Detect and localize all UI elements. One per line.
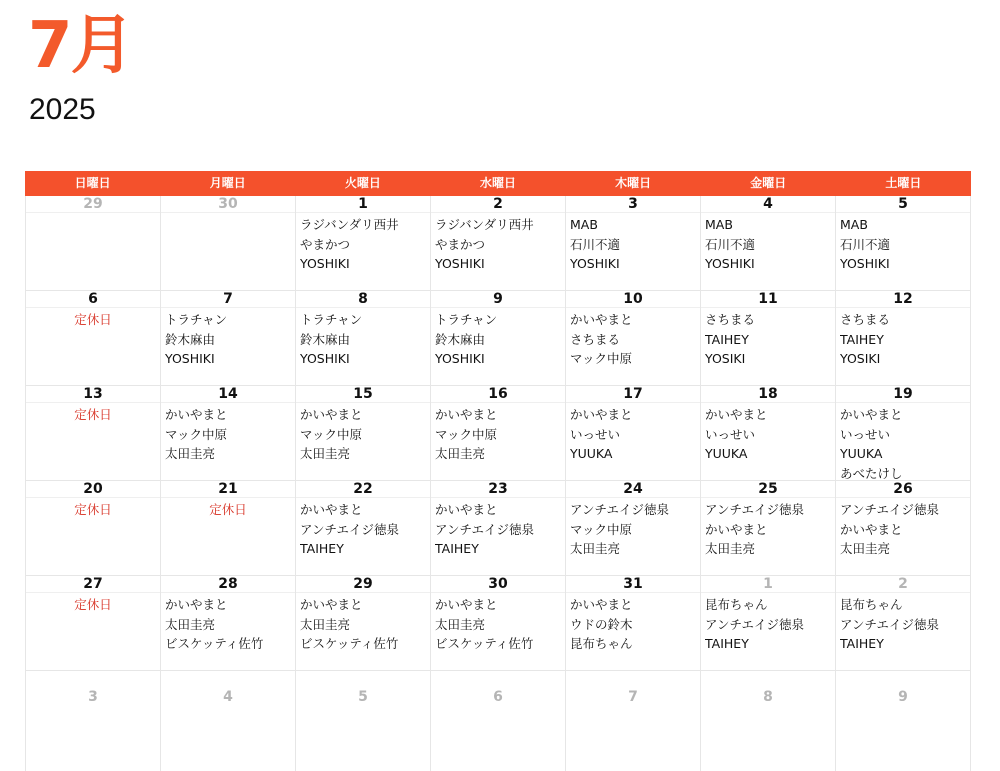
event-list (836, 308, 970, 369)
event-list (296, 498, 430, 559)
event-list (836, 403, 970, 483)
event-list (431, 715, 565, 717)
day-cell[interactable] (296, 671, 431, 771)
event-item[interactable]: 鈴木麻由 (300, 331, 351, 347)
event-item[interactable]: 鈴木麻由 (435, 331, 486, 347)
day-number: 6 (493, 689, 503, 705)
event-list (431, 498, 565, 559)
day-number: 18 (701, 386, 835, 403)
event-item[interactable]: いっせい (840, 426, 891, 442)
weekday-label: 金曜日 (750, 176, 787, 190)
weekday-header (25, 171, 971, 196)
day-cell[interactable] (836, 196, 971, 291)
day-cell[interactable] (566, 196, 701, 291)
day-cell[interactable] (431, 386, 566, 481)
day-cell[interactable] (701, 291, 836, 386)
event-list (701, 593, 835, 654)
day-number: 24 (566, 481, 700, 498)
event-item[interactable]: ラジバンダリ西井 (300, 217, 399, 232)
event-list (296, 715, 430, 717)
day-number: 9 (431, 291, 565, 308)
event-item[interactable]: かいやまと (300, 407, 363, 422)
day-number: 4 (223, 689, 233, 705)
event-item[interactable]: 太田圭亮 (570, 541, 621, 556)
event-item[interactable]: いっせい (705, 426, 756, 442)
event-item[interactable]: ビスケッティ佐竹 (165, 636, 264, 651)
closed-day-label: 定休日 (74, 502, 112, 517)
day-number: 20 (26, 481, 160, 498)
event-item[interactable]: YOSIKI (705, 351, 746, 366)
event-item[interactable]: マック中原 (165, 426, 228, 442)
event-list (836, 498, 970, 559)
event-item[interactable]: マック中原 (435, 426, 498, 442)
event-item[interactable]: 太田圭亮 (165, 446, 216, 461)
event-list (26, 308, 160, 330)
event-list (26, 498, 160, 520)
day-number: 12 (836, 291, 970, 308)
event-list (296, 403, 430, 464)
event-item[interactable]: MAB (705, 217, 733, 232)
day-number: 8 (763, 689, 773, 705)
day-cell[interactable] (566, 386, 701, 481)
weekday-label: 日曜日 (74, 176, 111, 190)
event-item[interactable]: かいやまと (570, 597, 633, 612)
event-list (161, 308, 295, 369)
event-item[interactable]: かいやまと (300, 597, 363, 612)
event-item[interactable]: かいやまと (435, 407, 498, 422)
event-item[interactable]: やまかつ (435, 236, 486, 252)
day-number: 19 (836, 386, 970, 403)
day-number: 7 (161, 291, 295, 308)
day-number: 23 (431, 481, 565, 498)
day-cell[interactable] (161, 671, 296, 771)
month-title: 7月 (28, 9, 133, 83)
day-cell[interactable] (26, 386, 161, 481)
day-number: 25 (701, 481, 835, 498)
calendar (25, 171, 971, 771)
day-cell[interactable] (26, 671, 161, 771)
event-list (431, 593, 565, 654)
event-list (701, 308, 835, 369)
day-cell[interactable] (836, 481, 971, 576)
event-item[interactable]: TAIHEY (705, 331, 749, 347)
event-item[interactable]: 太田圭亮 (840, 541, 891, 556)
event-item[interactable]: アンチエイジ徳泉 (705, 616, 805, 632)
day-cell[interactable] (296, 291, 431, 386)
event-list (836, 213, 970, 274)
event-list (26, 213, 160, 215)
day-cell[interactable] (161, 481, 296, 576)
day-cell[interactable] (431, 576, 566, 671)
day-number: 11 (701, 291, 835, 308)
day-number: 13 (26, 386, 160, 403)
year-label: 2025 (29, 93, 96, 126)
event-item[interactable]: かいやまと (165, 407, 228, 422)
day-cell[interactable] (161, 576, 296, 671)
event-item[interactable]: あべたけし (840, 465, 903, 481)
day-number: 4 (701, 196, 835, 213)
day-cell[interactable] (701, 481, 836, 576)
event-item[interactable]: マック中原 (570, 521, 633, 537)
event-item[interactable]: 石川不適 (570, 236, 621, 252)
day-number: 1 (296, 196, 430, 213)
event-item[interactable]: さちまる (705, 312, 756, 327)
day-cell[interactable] (836, 576, 971, 671)
event-list (566, 403, 700, 464)
event-item[interactable]: ウドの鈴木 (570, 616, 633, 632)
day-number: 16 (431, 386, 565, 403)
event-list (26, 715, 160, 717)
day-number: 17 (566, 386, 700, 403)
event-item[interactable]: ビスケッティ佐竹 (435, 636, 534, 651)
event-item[interactable]: YOSHIKI (435, 351, 485, 366)
event-item[interactable]: アンチエイジ徳泉 (840, 502, 940, 517)
day-cell[interactable] (431, 481, 566, 576)
day-cell[interactable] (701, 576, 836, 671)
day-number: 6 (26, 291, 160, 308)
day-cell[interactable] (296, 481, 431, 576)
day-number: 8 (296, 291, 430, 308)
day-cell[interactable] (566, 576, 701, 671)
event-item[interactable]: YUUKA (705, 446, 748, 461)
event-item[interactable]: TAIHEY (300, 541, 344, 556)
event-item[interactable]: YOSHIKI (840, 256, 890, 271)
event-item[interactable]: マック中原 (570, 351, 633, 366)
event-item[interactable]: YOSIKI (840, 351, 881, 366)
event-item[interactable]: かいやまと (300, 502, 363, 517)
day-number: 9 (898, 689, 908, 705)
event-item[interactable]: ビスケッティ佐竹 (300, 636, 399, 651)
event-list (836, 715, 970, 717)
day-number: 26 (836, 481, 970, 498)
event-item[interactable]: YOSHIKI (165, 351, 215, 366)
event-list (296, 593, 430, 654)
closed-day-label: 定休日 (74, 597, 112, 612)
weekday-label: 月曜日 (209, 176, 246, 190)
event-list (161, 403, 295, 464)
event-item[interactable]: YOSHIKI (300, 256, 350, 271)
event-list (296, 213, 430, 274)
event-item[interactable]: かいやまと (570, 407, 633, 422)
day-number: 3 (566, 196, 700, 213)
event-item[interactable]: トラチャン (165, 312, 228, 327)
event-item[interactable]: ラジバンダリ西井 (435, 217, 534, 232)
event-item[interactable]: アンチエイジ徳泉 (705, 502, 805, 517)
day-number: 28 (161, 576, 295, 593)
event-item[interactable]: 石川不適 (705, 236, 756, 252)
day-number: 10 (566, 291, 700, 308)
event-item[interactable]: アンチエイジ徳泉 (435, 521, 535, 537)
event-list (566, 308, 700, 369)
day-cell[interactable] (26, 291, 161, 386)
event-list (566, 213, 700, 274)
calendar-grid (25, 196, 971, 771)
event-item[interactable]: かいやまと (435, 597, 498, 612)
event-item[interactable]: TAIHEY (705, 636, 749, 651)
event-item[interactable]: アンチエイジ徳泉 (300, 521, 400, 537)
event-item[interactable]: アンチエイジ徳泉 (840, 616, 940, 632)
day-cell[interactable] (26, 576, 161, 671)
event-item[interactable]: 石川不適 (840, 236, 891, 252)
day-cell[interactable] (431, 196, 566, 291)
event-item[interactable]: 太田圭亮 (165, 616, 216, 632)
event-item[interactable]: YUUKA (570, 446, 613, 461)
event-item[interactable]: マック中原 (300, 426, 363, 442)
event-list (161, 715, 295, 717)
weekday-label: 水曜日 (479, 176, 516, 190)
day-number: 7 (628, 689, 638, 705)
event-list (431, 308, 565, 369)
day-number: 22 (296, 481, 430, 498)
event-item[interactable]: TAIHEY (840, 331, 884, 347)
day-cell[interactable] (566, 291, 701, 386)
event-list (161, 498, 295, 520)
event-item[interactable]: かいやまと (435, 502, 498, 517)
event-item[interactable]: 太田圭亮 (705, 541, 756, 556)
day-number: 30 (161, 196, 295, 213)
day-cell[interactable] (701, 386, 836, 481)
event-item[interactable]: かいやまと (705, 407, 768, 422)
day-number: 29 (296, 576, 430, 593)
event-item[interactable]: YOSHIKI (570, 256, 620, 271)
event-item[interactable]: TAIHEY (435, 541, 479, 556)
day-cell[interactable] (701, 671, 836, 771)
day-number: 1 (701, 576, 835, 593)
event-list (701, 498, 835, 559)
closed-day-label: 定休日 (74, 312, 112, 327)
event-item[interactable]: やまかつ (300, 236, 351, 252)
day-cell[interactable] (431, 671, 566, 771)
day-cell[interactable] (836, 671, 971, 771)
event-item[interactable]: かいやまと (165, 597, 228, 612)
event-item[interactable]: 鈴木麻由 (165, 331, 216, 347)
event-list (836, 593, 970, 654)
event-item[interactable]: MAB (570, 217, 598, 232)
event-list (161, 593, 295, 654)
event-item[interactable]: 昆布ちゃん (840, 597, 903, 612)
event-list (701, 715, 835, 717)
day-number: 29 (26, 196, 160, 213)
day-number: 3 (88, 689, 98, 705)
event-list (26, 403, 160, 425)
event-item[interactable]: アンチエイジ徳泉 (570, 502, 670, 517)
event-list (566, 498, 700, 559)
event-item[interactable]: トラチャン (435, 312, 498, 327)
day-cell[interactable] (26, 481, 161, 576)
event-list (701, 403, 835, 464)
day-cell[interactable] (161, 291, 296, 386)
event-list (431, 403, 565, 464)
day-cell[interactable] (701, 196, 836, 291)
day-number: 31 (566, 576, 700, 593)
closed-day-label: 定休日 (74, 407, 112, 422)
event-item[interactable]: 昆布ちゃん (705, 597, 768, 612)
event-item[interactable]: TAIHEY (840, 636, 884, 651)
event-item[interactable]: かいやまと (840, 407, 903, 422)
day-number: 14 (161, 386, 295, 403)
day-cell[interactable] (296, 576, 431, 671)
day-number: 5 (358, 689, 368, 705)
day-cell[interactable] (566, 481, 701, 576)
day-number: 2 (836, 576, 970, 593)
event-item[interactable]: YOSHIKI (300, 351, 350, 366)
event-item[interactable]: 太田圭亮 (300, 616, 351, 632)
event-item[interactable]: 太田圭亮 (435, 616, 486, 632)
event-item[interactable]: さちまる (570, 331, 621, 347)
day-cell[interactable] (161, 386, 296, 481)
day-number: 5 (836, 196, 970, 213)
event-item[interactable]: 太田圭亮 (435, 446, 486, 461)
event-item[interactable]: かいやまと (705, 521, 768, 537)
event-list (26, 593, 160, 615)
day-number: 27 (26, 576, 160, 593)
event-item[interactable]: YUUKA (840, 446, 883, 461)
event-item[interactable]: 昆布ちゃん (570, 636, 633, 651)
day-cell[interactable] (26, 196, 161, 291)
day-cell[interactable] (296, 386, 431, 481)
event-list (161, 213, 295, 215)
event-item[interactable]: 太田圭亮 (300, 446, 351, 461)
event-list (296, 308, 430, 369)
day-cell[interactable] (161, 196, 296, 291)
event-list (431, 213, 565, 274)
day-number: 2 (431, 196, 565, 213)
event-item[interactable]: いっせい (570, 426, 621, 442)
event-item[interactable]: さちまる (840, 312, 891, 327)
day-cell[interactable] (836, 291, 971, 386)
event-item[interactable]: かいやまと (570, 312, 633, 327)
event-item[interactable]: トラチャン (300, 312, 363, 327)
event-item[interactable]: かいやまと (840, 521, 903, 537)
day-number: 15 (296, 386, 430, 403)
weekday-label: 木曜日 (615, 176, 652, 190)
event-item[interactable]: MAB (840, 217, 868, 232)
event-item[interactable]: YOSHIKI (435, 256, 485, 271)
closed-day-label: 定休日 (209, 502, 247, 517)
day-cell[interactable] (296, 196, 431, 291)
weekday-label: 火曜日 (344, 176, 381, 190)
day-cell[interactable] (836, 386, 971, 481)
event-list (701, 213, 835, 274)
event-item[interactable]: YOSHIKI (705, 256, 755, 271)
event-list (566, 593, 700, 654)
day-number: 21 (161, 481, 295, 498)
day-cell[interactable] (431, 291, 566, 386)
day-cell[interactable] (566, 671, 701, 771)
weekday-label: 土曜日 (885, 176, 922, 190)
event-list (566, 715, 700, 717)
day-number: 30 (431, 576, 565, 593)
